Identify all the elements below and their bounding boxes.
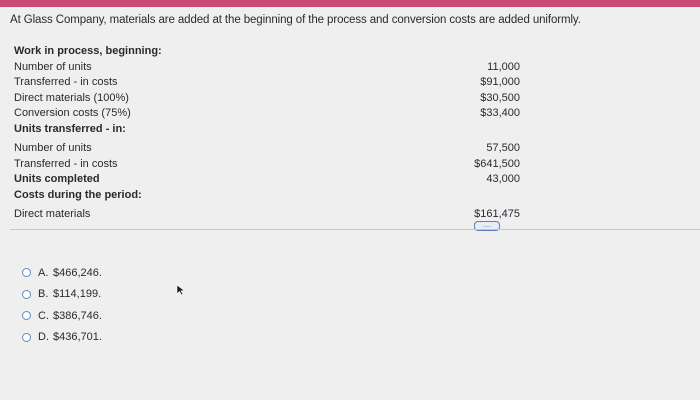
table-row xyxy=(14,208,524,224)
row-label: Direct materials (100%) xyxy=(14,91,129,104)
table-row xyxy=(14,107,524,123)
section-divider xyxy=(10,229,700,230)
question-text: At Glass Company, materials are added at the beginning of the process and conversion costs are added uniformly. xyxy=(10,14,581,26)
table-row xyxy=(14,158,524,174)
row-label: Work in process, beginning: xyxy=(14,45,162,57)
radio-button[interactable] xyxy=(22,333,31,342)
option-letter: C. xyxy=(38,309,49,322)
row-label: Units completed xyxy=(14,173,100,185)
row-label: Transferred - in costs xyxy=(14,157,118,170)
option-letter: A. xyxy=(38,266,49,279)
option-letter: D. xyxy=(38,331,49,344)
option-text: $114,199. xyxy=(53,288,102,301)
table-row xyxy=(14,45,524,61)
row-label: Units transferred - in: xyxy=(14,122,126,135)
option-text: $436,701. xyxy=(53,331,102,344)
option-text: $466,246. xyxy=(53,266,102,279)
more-info-button[interactable]: .... xyxy=(474,221,500,231)
row-value: 43,000 xyxy=(486,173,520,185)
row-value: $161,475 xyxy=(474,208,520,220)
option-c[interactable] xyxy=(22,305,102,327)
table-row xyxy=(14,142,524,158)
option-letter: B. xyxy=(38,288,49,301)
row-label: Number of units xyxy=(14,60,92,73)
row-value: 11,000 xyxy=(487,60,520,73)
row-value: $91,000 xyxy=(480,76,520,88)
option-text: $386,746. xyxy=(53,309,102,322)
row-value: $33,400 xyxy=(480,107,520,119)
row-label: Transferred - in costs xyxy=(14,76,118,88)
row-label: Conversion costs (75%) xyxy=(14,107,131,119)
row-value: 57,500 xyxy=(486,142,520,154)
table-row xyxy=(14,123,524,139)
row-label: Number of units xyxy=(14,142,92,154)
radio-button[interactable] xyxy=(22,268,31,277)
table-row xyxy=(14,76,524,92)
table-row xyxy=(14,61,524,77)
table-row xyxy=(14,189,524,205)
data-table xyxy=(14,45,524,224)
top-accent-bar xyxy=(0,0,700,7)
table-row xyxy=(14,173,524,189)
option-a[interactable] xyxy=(22,262,102,284)
row-label: Costs during the period: xyxy=(14,188,142,201)
row-value: $30,500 xyxy=(480,91,520,104)
option-d[interactable] xyxy=(22,327,102,349)
radio-button[interactable] xyxy=(22,290,31,299)
row-label: Direct materials xyxy=(14,208,91,220)
mouse-cursor-icon xyxy=(175,284,187,296)
option-b[interactable] xyxy=(22,284,102,306)
row-value: $641,500 xyxy=(474,157,520,170)
radio-button[interactable] xyxy=(22,311,31,320)
answer-options xyxy=(22,262,102,348)
table-row xyxy=(14,92,524,108)
